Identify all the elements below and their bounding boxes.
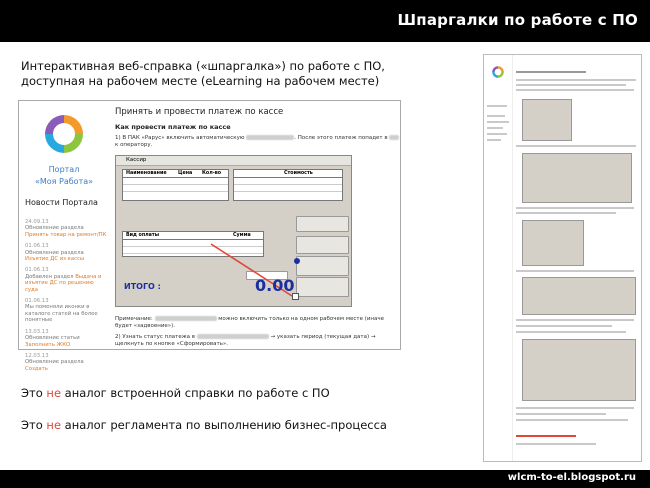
news-list (25, 214, 107, 372)
news-date: 13.03.13 (25, 328, 49, 335)
bullet-2: Это не аналог регламента по выполнению бизнес-процесса (21, 418, 387, 432)
news-date: 01.06.13 (25, 298, 49, 305)
thumbnail-sidebar (484, 55, 513, 461)
news-date: 01.06.13 (25, 267, 49, 274)
thumbnail-screenshot (522, 99, 572, 141)
portal-name-1: Портал (48, 165, 80, 174)
cost-header: Стоимость (234, 170, 342, 178)
payment-header: Вид оплаты Сумма (123, 232, 263, 240)
article-title: Принять и провести платеж по кассе (115, 107, 284, 117)
full-page-thumbnail (483, 54, 642, 462)
portal-name-2: «Моя Работа» (34, 177, 94, 186)
news-item[interactable]: Мы поменяли иконки в каталоге статей на более понятные (25, 304, 98, 324)
thumbnail-screenshot (522, 339, 636, 401)
note: Примечание: можно включить только на одном рабочем месте (иначе будет «задвоение»). (115, 316, 385, 329)
portal-sidebar (19, 101, 109, 372)
thumbnail-screenshot (522, 153, 632, 203)
total-amount: 0.00 (255, 276, 295, 295)
total-label: ИТОГО : (124, 282, 161, 291)
page-title: Шпаргалки по работе с ПО (397, 11, 638, 29)
header-bar (0, 0, 650, 42)
goods-table-header: Наименование Цена Кол-во (123, 170, 228, 178)
portal-logo-icon (491, 65, 505, 79)
blog-url[interactable]: wlcm-to-el.blogspot.ru (507, 472, 636, 483)
news-date: 12.03.13 (25, 352, 49, 359)
news-item[interactable]: Обновление раздела Изъятие ДС из кассы (25, 249, 85, 263)
section-title: Как провести платеж по кассе (115, 123, 231, 131)
intro-line-1: Интерактивная веб-справка («шпаргалка») по работе с ПО, (21, 59, 385, 73)
help-page-screenshot (18, 100, 401, 372)
intro-text (21, 59, 421, 89)
news-item[interactable]: Обновление раздела Создать (25, 359, 84, 372)
thumbnail-screenshot (522, 220, 584, 266)
intro-line-2: доступная на рабочем месте (eLearning на рабочем месте) (21, 74, 380, 88)
portal-logo-icon (41, 111, 87, 157)
thumbnail-screenshot (522, 277, 636, 315)
news-item[interactable]: Добавлен раздел Выдача и изъятие ДС по решению суда (25, 273, 102, 293)
news-heading: Новости Портала (25, 198, 98, 207)
window-title: Кассир (116, 156, 351, 166)
news-date: 24.09.13 (25, 219, 49, 225)
step-1: 1) В ПАК «Рарус» включить автоматическую . После этого платеж попадет в к оператору. (115, 135, 400, 149)
news-date: 01.06.13 (25, 243, 49, 250)
footer-bar (0, 470, 650, 488)
bullet-1: Это не аналог встроенной справки по работе с ПО (21, 386, 330, 400)
step-2: 2) Узнать статус платежа в → указать период (текущая дата) → щелкнуть по кнопке «Сформировать». (115, 334, 376, 347)
news-item[interactable]: Обновление статьи Заполнить ЖКО (25, 335, 80, 348)
cashier-window (115, 155, 352, 307)
news-item[interactable]: Обновление раздела Принять товар на ремонт/ПК (25, 225, 107, 238)
